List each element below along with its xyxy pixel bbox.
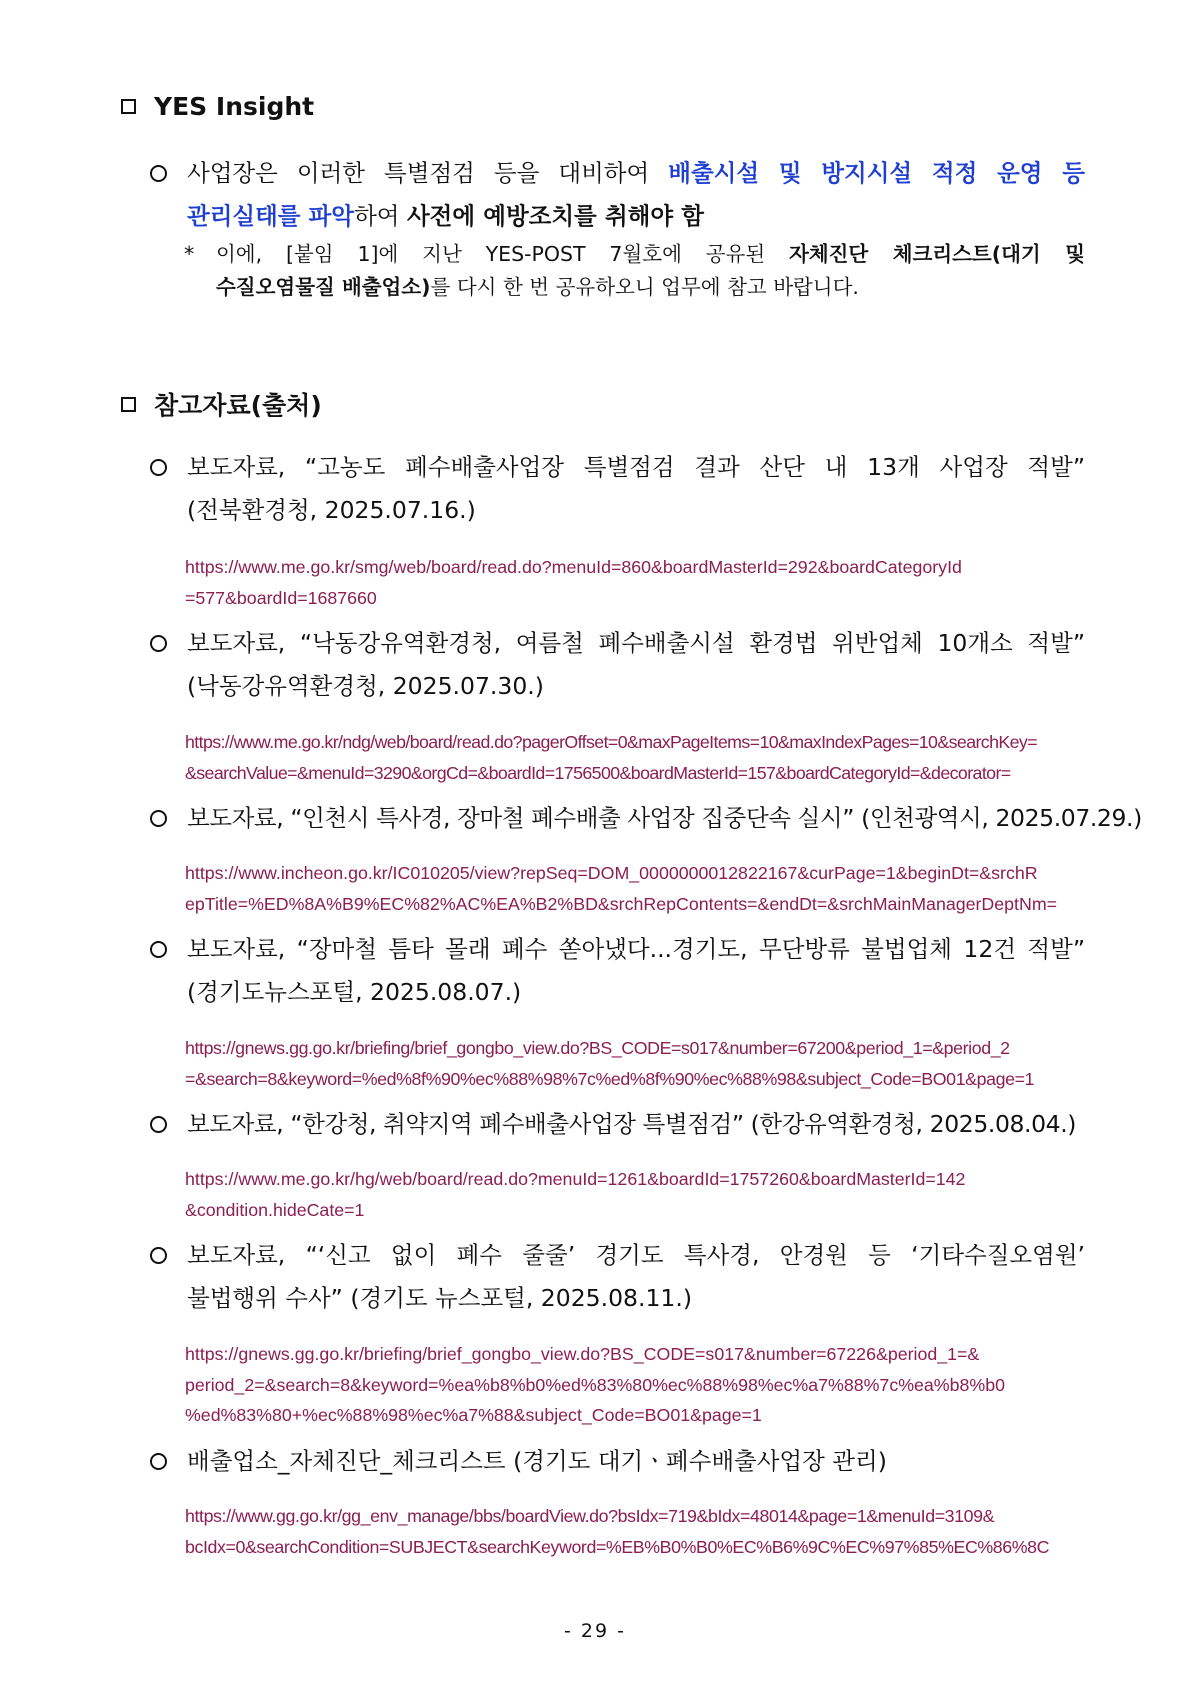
section-heading-references: [121, 386, 322, 422]
reference-item: [150, 446, 1085, 532]
reference-link[interactable]: https://gnews.gg.go.kr/briefing/brief_gongbo_view.do?BS_CODE=s017&number=67200&period_1=&period_2 =&search=8&keyword=%ed%8f%90%ec%88%98%7c%ed%8f%90%ec%88%98&subject_Code=BO01&page=1: [185, 1038, 1035, 1089]
reference-source: (경기도뉴스포털, 2025.08.07.): [187, 978, 522, 1006]
reference-link[interactable]: https://www.me.go.kr/smg/web/board/read.do?menuId=860&boardMasterId=292&boardCategoryId =577&boardId=1687660: [185, 557, 962, 608]
highlight-text: 관리실태를 파악: [187, 202, 355, 230]
circle-bullet-icon: [150, 941, 167, 958]
circle-bullet-icon: [150, 165, 167, 182]
reference-title: 보도자료, “낙동강유역환경청, 여름철 폐수배출시설 환경법 위반업체 10개소 적발”: [187, 629, 1085, 657]
bullet-line: 사업장은 이러한 특별점검 등을 대비하여 배출시설 및 방지시설 적정 운영 등: [187, 159, 1085, 187]
section-title: 참고자료(출처): [154, 391, 322, 420]
insight-bullet: [150, 152, 1085, 238]
page-number: - 29 -: [564, 1620, 626, 1642]
asterisk-mark: *: [184, 242, 195, 266]
reference-link[interactable]: https://www.me.go.kr/ndg/web/board/read.do?pagerOffset=0&maxPageItems=10&maxIndexPages=10&searchKey= &searchValue=&menuId=3290&orgCd=&boardId=1756500&boardMasterId=157&boardCategoryId=&decorator=: [185, 732, 1038, 783]
reference-source: (전북환경청, 2025.07.16.): [187, 496, 476, 524]
circle-bullet-icon: [150, 459, 167, 476]
highlight-text: 배출시설 및 방지시설 적정 운영 등: [668, 159, 1085, 187]
reference-title: 보도자료, “고농도 폐수배출사업장 특별점검 결과 산단 내 13개 사업장 적발”: [187, 453, 1085, 481]
bold-text: 사전에 예방조치를 취해야 함: [406, 202, 704, 230]
section-title: YES Insight: [154, 92, 315, 121]
reference-item: [150, 928, 1085, 1014]
square-bullet-icon: [121, 397, 136, 412]
note-line: 수질오염물질 배출업소)를 다시 한 번 공유하오니 업무에 참고 바랍니다.: [216, 275, 859, 299]
circle-bullet-icon: [150, 1247, 167, 1264]
reference-title: 배출업소_자체진단_체크리스트 (경기도 대기ㆍ폐수배출사업장 관리): [187, 1447, 887, 1475]
reference-item: [150, 797, 1142, 840]
reference-title: 보도자료, “인천시 특사경, 장마철 폐수배출 사업장 집중단속 실시” (인천광역시, 2025.07.29.): [187, 804, 1142, 832]
reference-title: 보도자료, “‘신고 없이 폐수 줄줄’ 경기도 특사경, 안경원 등 ‘기타수질오염원’: [187, 1241, 1085, 1269]
reference-item: [150, 1103, 1085, 1146]
circle-bullet-icon: [150, 810, 167, 827]
reference-link[interactable]: https://www.incheon.go.kr/IC010205/view?repSeq=DOM_0000000012822167&curPage=1&beginDt=&srchR epTitle=%ED%8A%B9%EC%82%AC%EA%B2%BD&srchRepContents=&endDt=&srchMainManagerDeptNm=: [185, 863, 1058, 914]
reference-title: 보도자료, “한강청, 취약지역 폐수배출사업장 특별점검” (한강유역환경청, 2025.08.04.): [187, 1110, 1077, 1138]
square-bullet-icon: [121, 99, 136, 114]
reference-item: [150, 1234, 1085, 1320]
bullet-line: 관리실태를 파악하여 사전에 예방조치를 취해야 함: [187, 202, 704, 230]
bold-text: 수질오염물질 배출업소): [216, 275, 431, 299]
reference-link[interactable]: https://www.gg.go.kr/gg_env_manage/bbs/boardView.do?bsIdx=719&bIdx=48014&page=1&menuId=3109& bcIdx=0&searchCondition=SUBJECT&searchKeyword=%EB%B0%B0%EC%B6%9C%EC%97%85%EC%86%8C: [185, 1506, 1050, 1557]
reference-title: 보도자료, “장마철 틈타 몰래 폐수 쏟아냈다...경기도, 무단방류 불법업체 12건 적발”: [187, 935, 1085, 963]
circle-bullet-icon: [150, 1116, 167, 1133]
reference-item: [150, 622, 1085, 708]
bold-text: 자체진단 체크리스트(대기 및: [789, 242, 1085, 266]
insight-note: [184, 238, 1085, 304]
reference-link[interactable]: https://www.me.go.kr/hg/web/board/read.do?menuId=1261&boardId=1757260&boardMasterId=142 &condition.hideCate=1: [185, 1169, 966, 1220]
note-line: 이에, [붙임 1]에 지난 YES-POST 7월호에 공유된 자체진단 체크리스트(대기 및: [216, 242, 1085, 266]
section-heading-insight: [121, 92, 314, 121]
reference-link[interactable]: https://gnews.gg.go.kr/briefing/brief_gongbo_view.do?BS_CODE=s017&number=67226&period_1=& period_2=&search=8&keyword=%ea%b8%b0%ed%83%80%ec%88%98%ec%a7%88%7c%ea%b8%b0 %ed%83%80+%ec%88%98%ec%a7%88&subject_Code=BO01&page=1: [185, 1344, 1005, 1425]
circle-bullet-icon: [150, 1453, 167, 1470]
reference-item: [150, 1440, 1085, 1483]
reference-source: (낙동강유역환경청, 2025.07.30.): [187, 672, 544, 700]
circle-bullet-icon: [150, 635, 167, 652]
reference-source: 불법행위 수사” (경기도 뉴스포털, 2025.08.11.): [187, 1284, 692, 1312]
